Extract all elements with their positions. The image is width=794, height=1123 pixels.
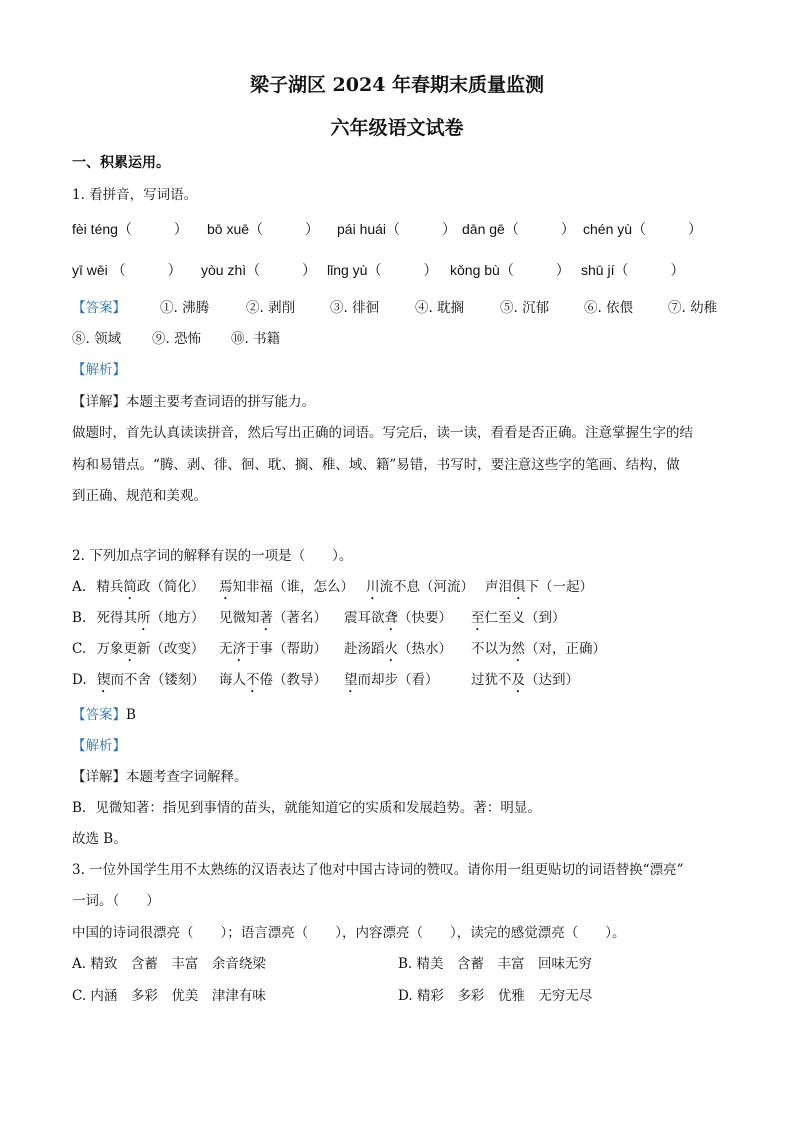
option-item: 川流不息（河流） — [366, 579, 474, 595]
option-c — [72, 637, 204, 665]
pinyin-item: dān gē（ ） — [462, 221, 575, 237]
answer-item: ⑧. 领域 — [72, 331, 122, 347]
explanation: B．见微知著：指见到事情的苗头，就能知道它的实质和发展趋势。著：明显。 — [72, 800, 541, 816]
option-item: 至仁至义（到） — [471, 610, 566, 626]
detail-line — [72, 765, 248, 785]
option-label: D. — [72, 672, 87, 688]
pinyin-item: yī wēi （ ） — [72, 262, 182, 278]
option-d — [72, 668, 205, 696]
q3-sentence: 中国的诗词很漂亮（ ）；语言漂亮（ ），内容漂亮（ ），读完的感觉漂亮（ ）。 — [72, 925, 626, 941]
q2-stem: 2. 下列加点字词的解释有误的一项是（ ）。 — [72, 548, 353, 564]
q3-stem: 3. 一位外国学生用不太熟练的汉语表达了他对中国古诗词的赞叹。请你用一组更贴切的词语替换“漂亮” — [72, 862, 684, 878]
option-c: C. 内涵 多彩 优美 津津有味 — [72, 988, 266, 1004]
option-item: 无济于事（帮助） — [219, 641, 327, 657]
option-item: 焉知非福（谁，怎么） — [219, 579, 354, 595]
option-item: 不以为然（对，正确） — [471, 641, 606, 657]
option-item: 过犹不及（达到） — [471, 672, 579, 688]
exam-subtitle: 六年级语文试卷 — [330, 117, 464, 139]
pinyin-item: bō xuē（ ） — [207, 221, 320, 237]
option-label: A. — [72, 579, 87, 595]
detail-text: 本题主要考查词语的拼写能力。 — [126, 394, 315, 410]
detail-tag: 【详解】 — [72, 394, 126, 410]
option-a: A. 精致 含蓄 丰富 余音绕梁 — [72, 956, 266, 972]
option-item: 震耳欲聋（快要） — [344, 610, 452, 626]
answer-item: ⑤. 沉郁 — [500, 300, 550, 316]
option-item: 声泪俱下（一起） — [485, 579, 593, 595]
option-item: 见微知著（著名） — [219, 610, 327, 626]
pinyin-item: pái huái（ ） — [337, 221, 457, 237]
paragraph: 构和易错点。“腾、剥、徘、徊、耽、搁、稚、域、籍”易错，书写时，要注意这些字的笔画、结构，做 — [72, 457, 680, 473]
answer-value: B — [126, 707, 136, 723]
detail-line — [72, 390, 315, 410]
answer-tag: 【答案】 — [72, 300, 126, 316]
option-b: B. 精美 含蓄 丰富 回味无穷 — [398, 956, 593, 972]
option-label: B. — [72, 610, 87, 626]
conclusion: 故选 B。 — [72, 831, 127, 847]
section-heading: 一、积累运用。 — [72, 155, 170, 171]
answer-item: ⑨. 恐怖 — [152, 331, 202, 347]
option-b — [72, 606, 205, 634]
answer-item: ③. 徘徊 — [330, 300, 380, 316]
answer-item: ⑩. 书籍 — [231, 331, 281, 347]
option-item: 万象更新（改变） — [96, 641, 205, 657]
option-item: 望而却步（看） — [344, 672, 439, 688]
paragraph: 到正确、规范和美观。 — [72, 488, 207, 504]
answer-item: ⑦. 幼稚 — [668, 300, 718, 316]
exam-title: 梁子湖区 2024 年春期末质量监测 — [249, 74, 545, 96]
answer-item: ④. 耽搁 — [415, 300, 465, 316]
analysis-tag: 【解析】 — [72, 738, 126, 754]
answer-tag: 【答案】 — [72, 707, 126, 723]
pinyin-item: fèi téng（ ） — [72, 221, 188, 237]
analysis-tag: 【解析】 — [72, 362, 126, 378]
detail-tag: 【详解】 — [72, 769, 126, 785]
option-item: 死得其所（地方） — [96, 610, 205, 626]
option-item: 诲人不倦（教导） — [219, 672, 327, 688]
pinyin-item: lǐng yù（ ） — [327, 262, 438, 278]
option-item: 精兵简政（简化） — [96, 579, 205, 595]
option-a — [72, 575, 204, 603]
pinyin-item: yòu zhì（ ） — [201, 262, 317, 278]
detail-text: 本题考查字词解释。 — [126, 769, 248, 785]
answer-line — [72, 703, 136, 723]
option-d: D. 精彩 多彩 优雅 无穷无尽 — [398, 988, 593, 1004]
pinyin-item: kǒng bù（ ） — [450, 262, 570, 278]
pinyin-item: chén yù（ ） — [583, 221, 703, 237]
option-label: C. — [72, 641, 87, 657]
answer-item: ②. 剥削 — [246, 300, 296, 316]
pinyin-item: shū jí（ ） — [581, 262, 685, 278]
paragraph: 做题时，首先认真读读拼音，然后写出正确的词语。写完后，读一读，看看是否正确。注意掌握生字的结 — [72, 425, 693, 441]
q3-stem-cont: 一词。（ ） — [72, 893, 160, 909]
answer-item: ①. 沸腾 — [160, 300, 210, 316]
q1-stem: 1. 看拼音，写词语。 — [72, 187, 198, 203]
option-item: 锲而不舍（镂刻） — [96, 672, 205, 688]
option-item: 赴汤蹈火（热水） — [344, 641, 452, 657]
answer-item: ⑥. 依偎 — [584, 300, 634, 316]
